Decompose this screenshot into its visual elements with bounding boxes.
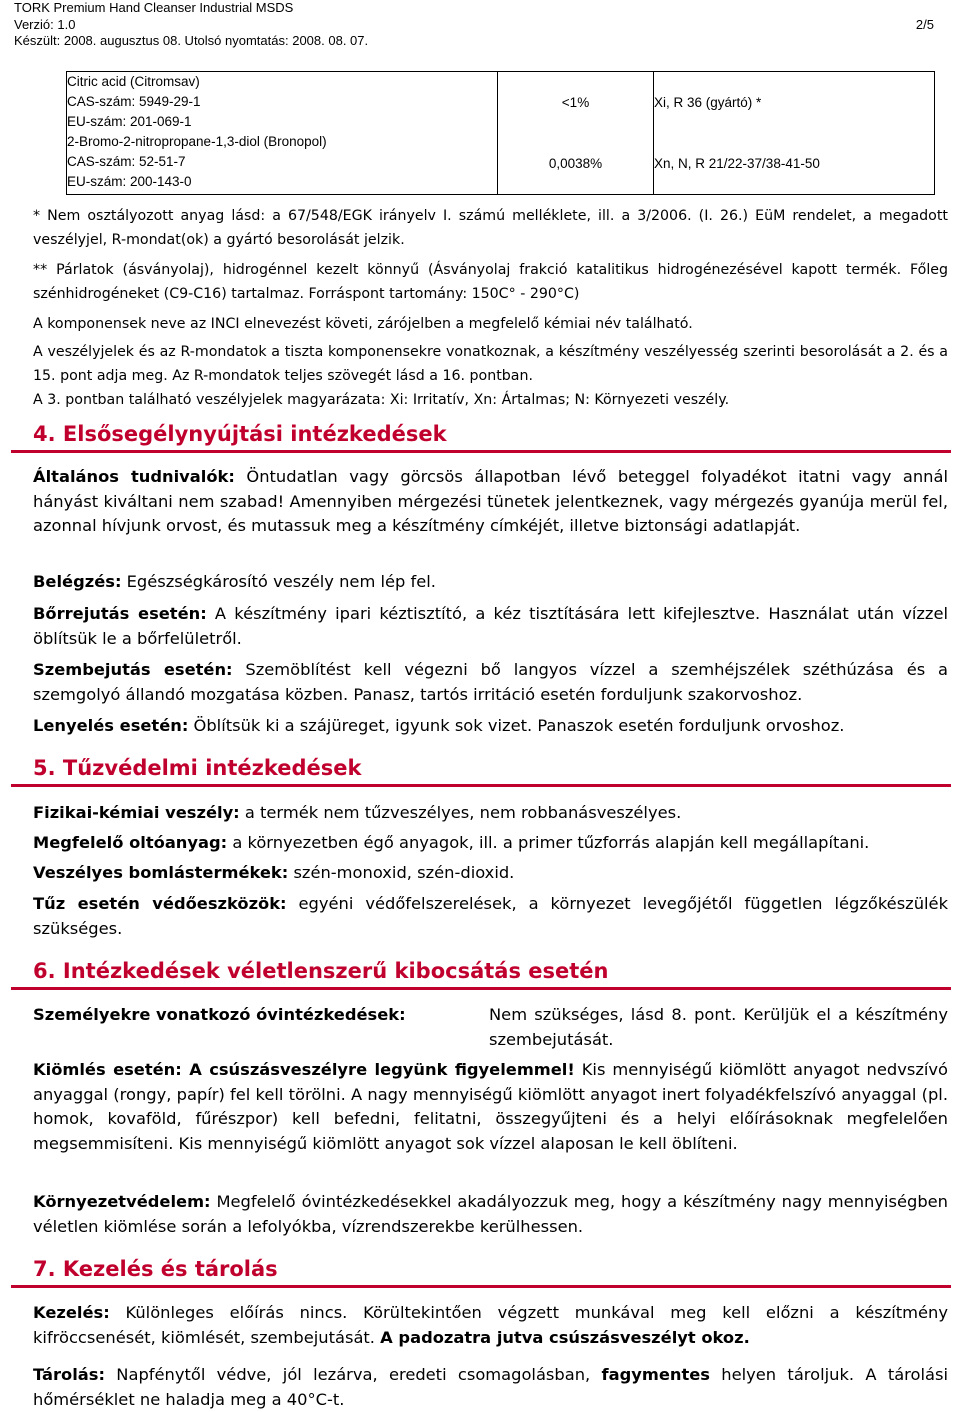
- section-rule: [11, 784, 951, 787]
- s4-inhal-label: Belégzés:: [33, 572, 122, 591]
- concentration-value: <1%: [561, 95, 590, 110]
- s5-physical: [33, 801, 948, 826]
- page-number: 2/5: [915, 17, 934, 32]
- s7-handl-text: Különleges előírás nincs. Körültekintően végzett munkával meg kell előzni a készítmény kifröccsenését, kiömlését, szembejutását.: [33, 1303, 948, 1347]
- classification-value: Xi, R 36 (gyártó) *: [654, 95, 762, 110]
- s6-pers-text: Nem szükséges, lásd 8. pont. Kerüljük el a készítmény szembejutását.: [489, 1005, 948, 1049]
- s7-handling: [33, 1301, 948, 1350]
- classification-cell: [654, 72, 935, 195]
- s6-spill-label: Kiömlés esetén: A csúszásveszélyre legyünk figyelemmel!: [33, 1060, 575, 1079]
- section-5-title: [33, 754, 361, 782]
- notes-block: [33, 204, 948, 412]
- doc-dates: Készült: 2008. augusztus 08. Utolsó nyomtatás: 2008. 08. 07.: [14, 33, 369, 48]
- s6-pers-label: Személyekre vonatkozó óvintézkedések:: [33, 1005, 406, 1024]
- note-3: A komponensek neve az INCI elnevezést követi, zárójelben a megfelelő kémiai név található.: [33, 316, 693, 332]
- s4-skin-text: A készítmény ipari kéztisztító, a kéz tisztítására lett kifejlesztve. Használat után vízzel öblítsük le a bőrfelületről.: [33, 604, 949, 648]
- component-line: CAS-szám: 5949-29-1: [67, 94, 201, 109]
- doc-title: TORK Premium Hand Cleanser Industrial MSDS: [14, 0, 294, 15]
- section-4-title: [33, 420, 447, 448]
- s7-handl-bold: A padozatra jutva csúszásveszélyt okoz.: [380, 1327, 750, 1347]
- s7-stor-label: Tárolás:: [33, 1365, 105, 1384]
- component-names-cell: [67, 72, 498, 195]
- classification-value: Xn, N, R 21/22-37/38-41-50: [654, 156, 820, 171]
- s6-env-text: Megfelelő óvintézkedésekkel akadályozzuk meg, hogy a készítmény nagy mennyiségben véletlen kiömlése során a lefolyókba, vízrendszerekbe kerülhessen.: [33, 1192, 948, 1236]
- s6-personal: [33, 1003, 948, 1052]
- s4-ingest-text: Öblítsük ki a szájüreget, igyunk sok vizet. Panaszok esetén forduljunk orvoshoz.: [188, 716, 845, 735]
- s5-ext-text: a környezetben égő anyagok, ill. a primer tűzforrás alapján kell megállapítani.: [227, 833, 870, 852]
- s5-phys-text: a termék nem tűzveszélyes, nem robbanásveszélyes.: [239, 803, 682, 822]
- note-1: * Nem osztályozott anyag lásd: a 67/548/EGK irányelv I. számú melléklete, ill. a 3/2006. (I. 26.) EüM rendelet, a megadott veszélyjel, R-mondat(ok) a gyártó besorolását jelzik.: [33, 208, 948, 248]
- s4-general-text: Öntudatlan vagy görcsös állapotban lévő beteggel folyadékot itatni vagy annál hányást kiváltani nem szabad! Amennyiben mérgezési tünetek jelentkeznek, vagy mérgezés gyanúja merül fel, azonnal hívjunk orvost, és mutassuk meg a készítmény címkéjét, illetve biztonsági adatlapját.: [33, 467, 948, 535]
- s6-spill-text: Kis mennyiségű kiömlött anyagot nedvszívó anyaggal (rongy, papír) fel kell törölni. A nagy mennyiségű kiömlött anyagot inert folyadékfelszívó anyaggal (pl. homok, kovaföld, fűrészpor) kell befedni, felitatni, összegyűjteni és a helyi előírásoknak megfelelően megsemmisíteni. Kis mennyiségű kiömlött anyagot sok vízzel alaposan le kell öblíteni.: [33, 1060, 949, 1153]
- concentration-cell: [498, 72, 654, 195]
- s7-handl-label: Kezelés:: [33, 1303, 110, 1322]
- section-7-title-text: 7. Kezelés és tárolás: [33, 1257, 278, 1281]
- s4-ingestion: [33, 714, 948, 739]
- note-5: A 3. pontban található veszélyjelek magyarázata: Xi: Irritatív, Xn: Ártalmas; N: Környezeti veszély.: [33, 392, 730, 408]
- s4-inhal-text: Egészségkárosító veszély nem lép fel.: [121, 572, 436, 591]
- component-line: Citric acid (Citromsav): [67, 74, 200, 89]
- s5-phys-label: Fizikai-kémiai veszély:: [33, 803, 240, 822]
- s6-env-label: Környezetvédelem:: [33, 1192, 211, 1211]
- note-4: A veszélyjelek és az R-mondatok a tiszta komponensekre vonatkoznak, a készítmény veszélyesség szerinti besorolását a 2. és a 15. pont adja meg. Az R-mondatok teljes szövegét lásd a 16. pontban.: [33, 344, 948, 384]
- s5-decomposition: [33, 861, 948, 886]
- component-line: EU-szám: 200-143-0: [67, 174, 192, 189]
- s4-ingest-label: Lenyelés esetén:: [33, 716, 189, 735]
- section-rule: [11, 1285, 951, 1288]
- s6-environment: [33, 1190, 948, 1239]
- section-4-title-text: 4. Elsősegélynyújtási intézkedések: [33, 422, 447, 446]
- s4-eye: [33, 658, 948, 707]
- s5-decomp-text: szén-monoxid, szén-dioxid.: [288, 863, 515, 882]
- s5-ppe: [33, 892, 948, 941]
- s7-stor-bold: fagymentes: [601, 1365, 710, 1384]
- s5-extinguisher: [33, 831, 948, 856]
- component-line: CAS-szám: 52-51-7: [67, 154, 186, 169]
- s7-storage: [33, 1363, 948, 1412]
- s4-eye-label: Szembejutás esetén:: [33, 660, 233, 679]
- s4-skin-label: Bőrrejutás esetén:: [33, 604, 207, 623]
- components-table: [66, 71, 935, 195]
- section-rule: [11, 450, 951, 453]
- s5-ppe-text: egyéni védőfelszerelések, a környezet levegőjétől független légzőkészülék szükséges.: [33, 894, 949, 938]
- s6-spill: [33, 1058, 948, 1156]
- doc-version: Verzió: 1.0: [14, 16, 76, 32]
- document-header: [14, 0, 368, 50]
- section-rule: [11, 987, 951, 990]
- section-5-title-text: 5. Tűzvédelmi intézkedések: [33, 756, 362, 780]
- s4-general: [33, 465, 948, 539]
- section-6-title-text: 6. Intézkedések véletlenszerű kibocsátás esetén: [33, 959, 609, 983]
- s4-skin: [33, 602, 948, 651]
- concentration-value: 0,0038%: [548, 156, 603, 171]
- s5-decomp-label: Veszélyes bomlástermékek:: [33, 863, 289, 882]
- s7-stor-text1: Napfénytől védve, jól lezárva, eredeti csomagolásban,: [104, 1365, 602, 1384]
- section-6-title: [33, 957, 608, 985]
- s4-general-label: Általános tudnivalók:: [33, 467, 235, 486]
- s5-ext-label: Megfelelő oltóanyag:: [33, 833, 228, 852]
- component-line: 2-Bromo-2-nitropropane-1,3-diol (Bronopol): [67, 134, 327, 149]
- note-2: ** Párlatok (ásványolaj), hidrogénnel kezelt könnyű (Ásványolaj frakció katalitikus hidrogénezésével kapott termék. Főleg szénhidrogéneket (C9-C16) tartalmaz. Forráspont tartomány: 150C° - 290°C): [33, 262, 948, 302]
- s5-ppe-label: Tűz esetén védőeszközök:: [33, 894, 287, 913]
- table-row: [67, 72, 935, 195]
- section-7-title: [33, 1255, 278, 1283]
- s4-inhalation: [33, 570, 948, 595]
- s4-eye-text: Szemöblítést kell végezni bő langyos vízzel a szemhéjszélek széthúzása és a szemgolyó állandó mozgatása közben. Panasz, tartós irritáció esetén forduljunk szakorvoshoz.: [33, 660, 948, 704]
- component-line: EU-szám: 201-069-1: [67, 114, 192, 129]
- s7-stor-text2: helyen tároljuk. A tárolási hőmérséklet ne haladja meg a 40°C-t.: [33, 1365, 948, 1409]
